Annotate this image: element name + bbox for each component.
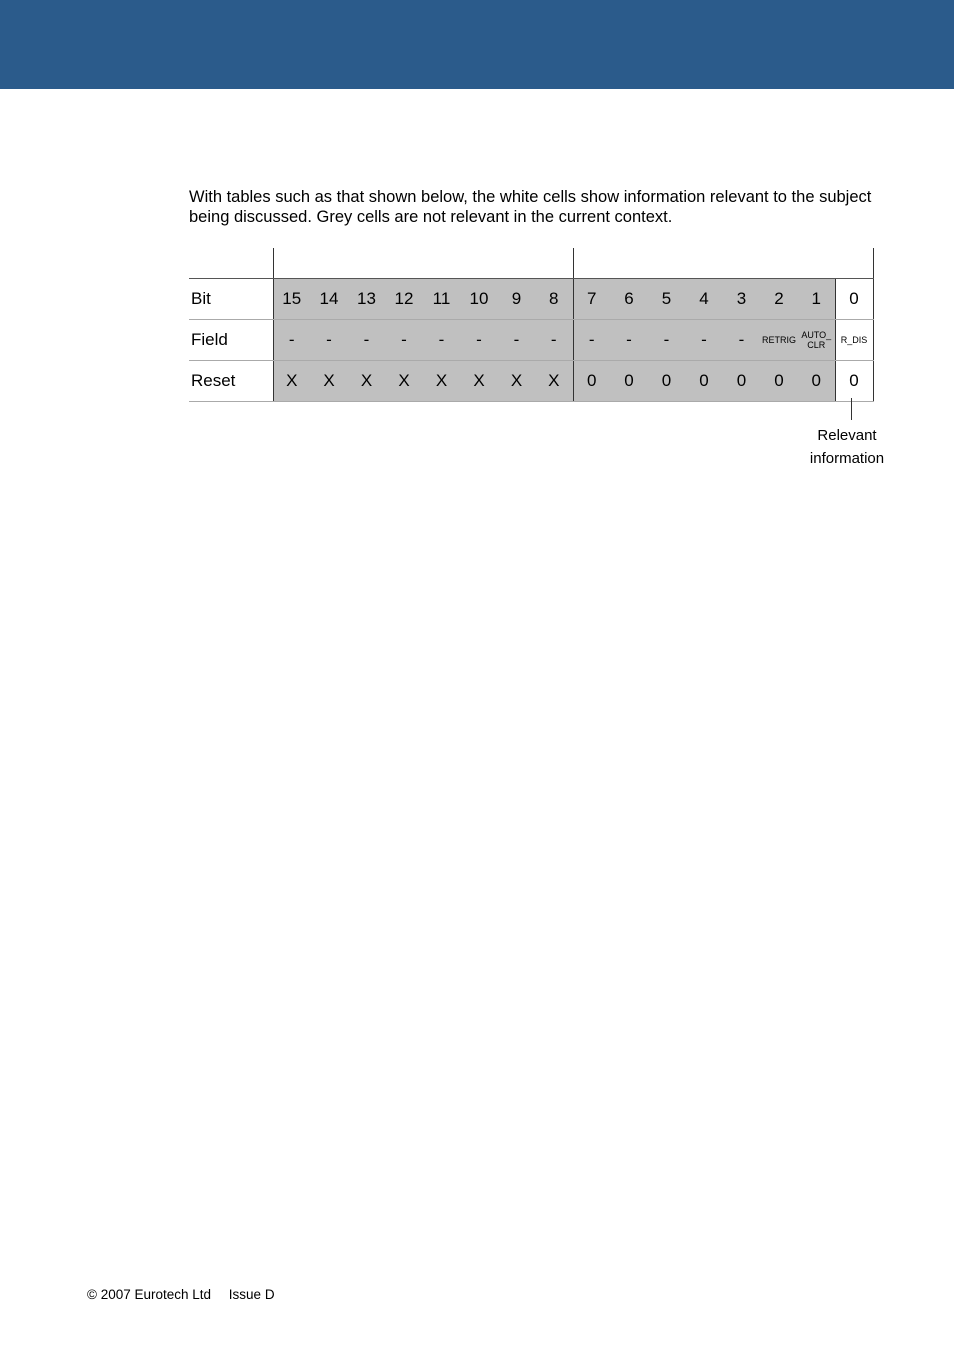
bit-row-label: Bit <box>189 279 273 320</box>
reset-cell-6: 0 <box>610 361 648 402</box>
field-cell-8: - <box>535 320 573 361</box>
bit-cell-1: 1 <box>798 279 835 320</box>
reset-cell-4: 0 <box>685 361 723 402</box>
high-byte-header-cell <box>273 248 573 279</box>
field-cell-14: - <box>310 320 348 361</box>
reset-cell-0: 0 <box>835 361 873 402</box>
bit-cell-6: 6 <box>610 279 648 320</box>
bit-cell-7: 7 <box>573 279 610 320</box>
table-row-bit <box>189 279 873 320</box>
reset-cell-8: X <box>535 361 573 402</box>
field-cell-6: - <box>610 320 648 361</box>
bit-cell-9: 9 <box>498 279 535 320</box>
reset-cell-5: 0 <box>648 361 685 402</box>
field-cell-9: - <box>498 320 535 361</box>
reset-cell-3: 0 <box>723 361 760 402</box>
callout-line2: information <box>809 450 885 467</box>
table-top-row <box>189 248 873 279</box>
field-cell-0: R_DIS <box>835 320 873 361</box>
bit-cell-10: 10 <box>460 279 498 320</box>
register-table <box>189 248 874 402</box>
reset-cell-9: X <box>498 361 535 402</box>
empty-corner-cell <box>189 248 273 279</box>
bit-cell-8: 8 <box>535 279 573 320</box>
field-row-label: Field <box>189 320 273 361</box>
low-byte-header-cell <box>573 248 835 279</box>
reset-cell-14: X <box>310 361 348 402</box>
field-cell-5: - <box>648 320 685 361</box>
field-cell-2: RETRIG <box>760 320 798 361</box>
callout-label <box>797 424 897 470</box>
reset-cell-11: X <box>423 361 460 402</box>
field-cell-7: - <box>573 320 610 361</box>
header-band <box>0 0 954 89</box>
field-cell-15: - <box>273 320 310 361</box>
bit-cell-12: 12 <box>385 279 423 320</box>
bit-cell-4: 4 <box>685 279 723 320</box>
bit-cell-0: 0 <box>835 279 873 320</box>
reset-cell-1: 0 <box>798 361 835 402</box>
footer-issue: Issue D <box>228 1287 275 1302</box>
reset-cell-12: X <box>385 361 423 402</box>
reset-cell-2: 0 <box>760 361 798 402</box>
reset-cell-13: X <box>348 361 385 402</box>
intro-paragraph: With tables such as that shown below, the white cells show information relevant to the subject being discussed. Grey cells are not relevant in the current context. <box>189 188 872 226</box>
field-cell-10: - <box>460 320 498 361</box>
reset-cell-7: 0 <box>573 361 610 402</box>
bit-cell-13: 13 <box>348 279 385 320</box>
field-cell-4: - <box>685 320 723 361</box>
footer <box>87 1287 275 1302</box>
bit-cell-14: 14 <box>310 279 348 320</box>
callout-line1: Relevant <box>817 427 877 444</box>
reset-cell-15: X <box>273 361 310 402</box>
field-cell-1: AUTO_ CLR <box>798 320 835 361</box>
callout-line <box>851 398 852 420</box>
reset-row-label: Reset <box>189 361 273 402</box>
bit-cell-5: 5 <box>648 279 685 320</box>
bit-cell-3: 3 <box>723 279 760 320</box>
table-row-field <box>189 320 873 361</box>
field-cell-11: - <box>423 320 460 361</box>
table-row-reset <box>189 361 873 402</box>
bit-cell-2: 2 <box>760 279 798 320</box>
bit-cell-15: 15 <box>273 279 310 320</box>
field-cell-3: - <box>723 320 760 361</box>
reset-cell-10: X <box>460 361 498 402</box>
footer-copyright: © 2007 Eurotech Ltd <box>87 1287 212 1302</box>
bit0-header-cell <box>835 248 873 279</box>
bit-cell-11: 11 <box>423 279 460 320</box>
field-cell-13: - <box>348 320 385 361</box>
field-cell-12: - <box>385 320 423 361</box>
